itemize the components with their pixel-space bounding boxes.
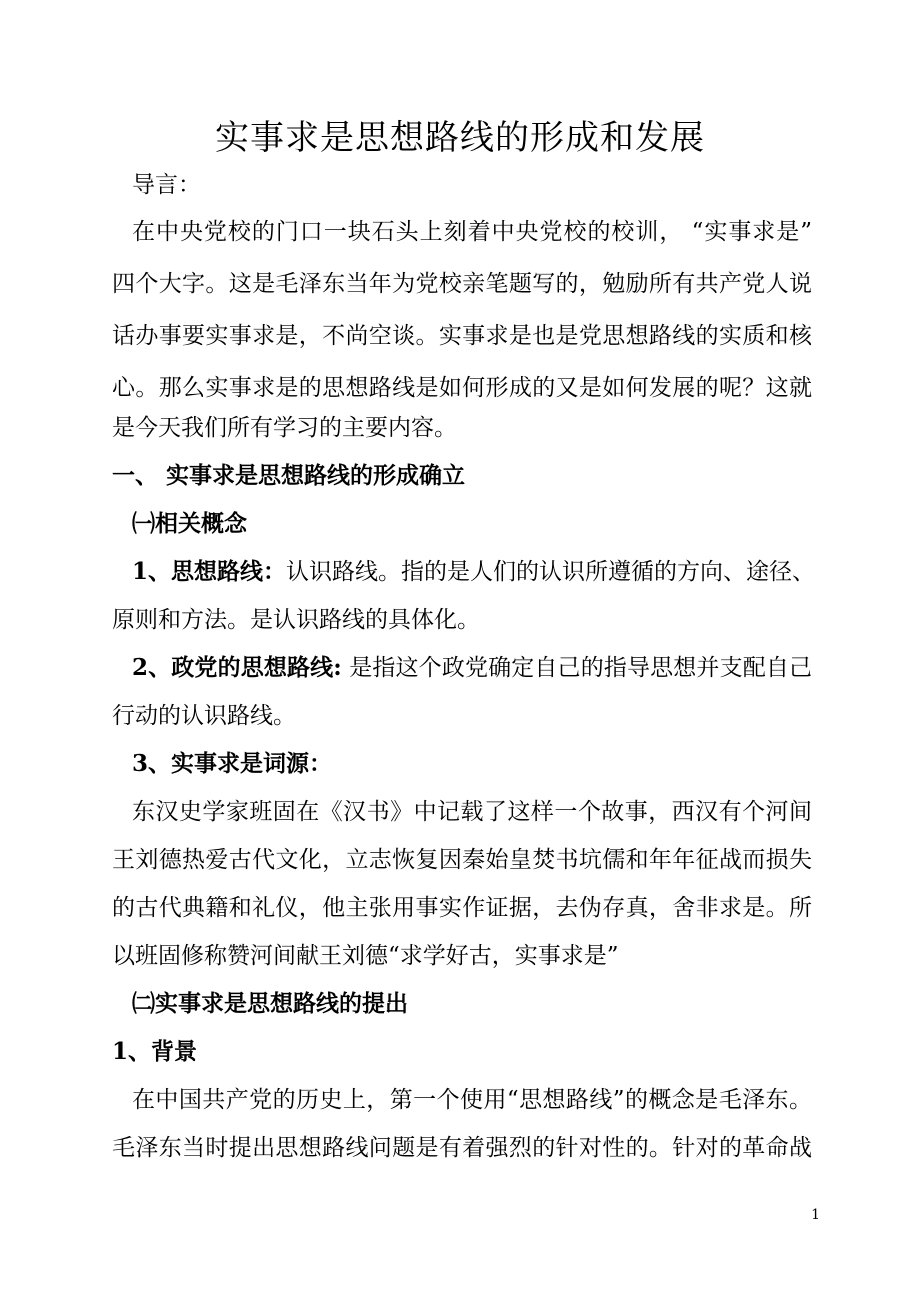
background-line-1: 在中国共产党的历史上，第一个使用“思想路线”的概念是毛泽东。 (132, 1087, 812, 1113)
background-line-2: 毛泽东当时提出思想路线问题是有着强烈的针对性的。针对的革命战 (112, 1135, 812, 1161)
concept-text-2: 是指这个政党确定自己的指导思想并支配自己 (341, 655, 812, 681)
concept-item-1-cont: 原则和方法。是认识路线的具体化。 (112, 607, 480, 633)
subsection-heading-1: ㈠相关概念 (132, 510, 247, 537)
intro-line-1: 在中央党校的门口一块石头上刻着中央党校的校训， “实事求是” (132, 219, 812, 245)
concept-text-1: 认识路线。指的是人们的认识所遵循的方向、途径、 (286, 559, 816, 585)
intro-line-4: 心。那么实事求是的思想路线是如何形成的又是如何发展的呢？这就 (112, 375, 812, 401)
concept-item-1 (132, 552, 816, 592)
etymology-line-4: 以班固修称赞河间献王刘德“求学好古，实事求是” (112, 943, 619, 969)
etymology-line-3: 的古代典籍和礼仪，他主张用事实作证据，去伪存真，舍非求是。所 (112, 895, 812, 921)
concept-item-2-cont: 行动的认识路线。 (112, 703, 296, 729)
intro-label: 导言： (132, 172, 201, 198)
concept-item-2 (132, 648, 812, 688)
background-heading: 1、背景 (112, 1038, 198, 1065)
intro-line-3: 话办事要实事求是，不尚空谈。实事求是也是党思想路线的实质和核 (112, 323, 812, 349)
intro-line-5: 是今天我们所有学习的主要内容。 (112, 415, 457, 441)
document-title: 实事求是思想路线的形成和发展 (215, 118, 705, 158)
concept-term-1: 1、思想路线： (132, 558, 287, 585)
subsection-heading-2: ㈡实事求是思想路线的提出 (132, 990, 408, 1017)
intro-line-2: 四个大字。这是毛泽东当年为党校亲笔题写的，勉励所有共产党人说 (112, 271, 812, 297)
etymology-line-2: 王刘德热爱古代文化，立志恢复因秦始皇焚书坑儒和年年征战而损失 (112, 847, 812, 873)
page-number: 1 (811, 1207, 820, 1223)
section-heading: 一、 实事求是思想路线的形成确立 (112, 462, 466, 489)
concept-term-2: 2、政党的思想路线: (132, 654, 342, 681)
etymology-line-1: 东汉史学家班固在《汉书》中记载了这样一个故事，西汉有个河间 (132, 799, 812, 825)
concept-term-3: 3、实事求是词源： (132, 750, 333, 777)
